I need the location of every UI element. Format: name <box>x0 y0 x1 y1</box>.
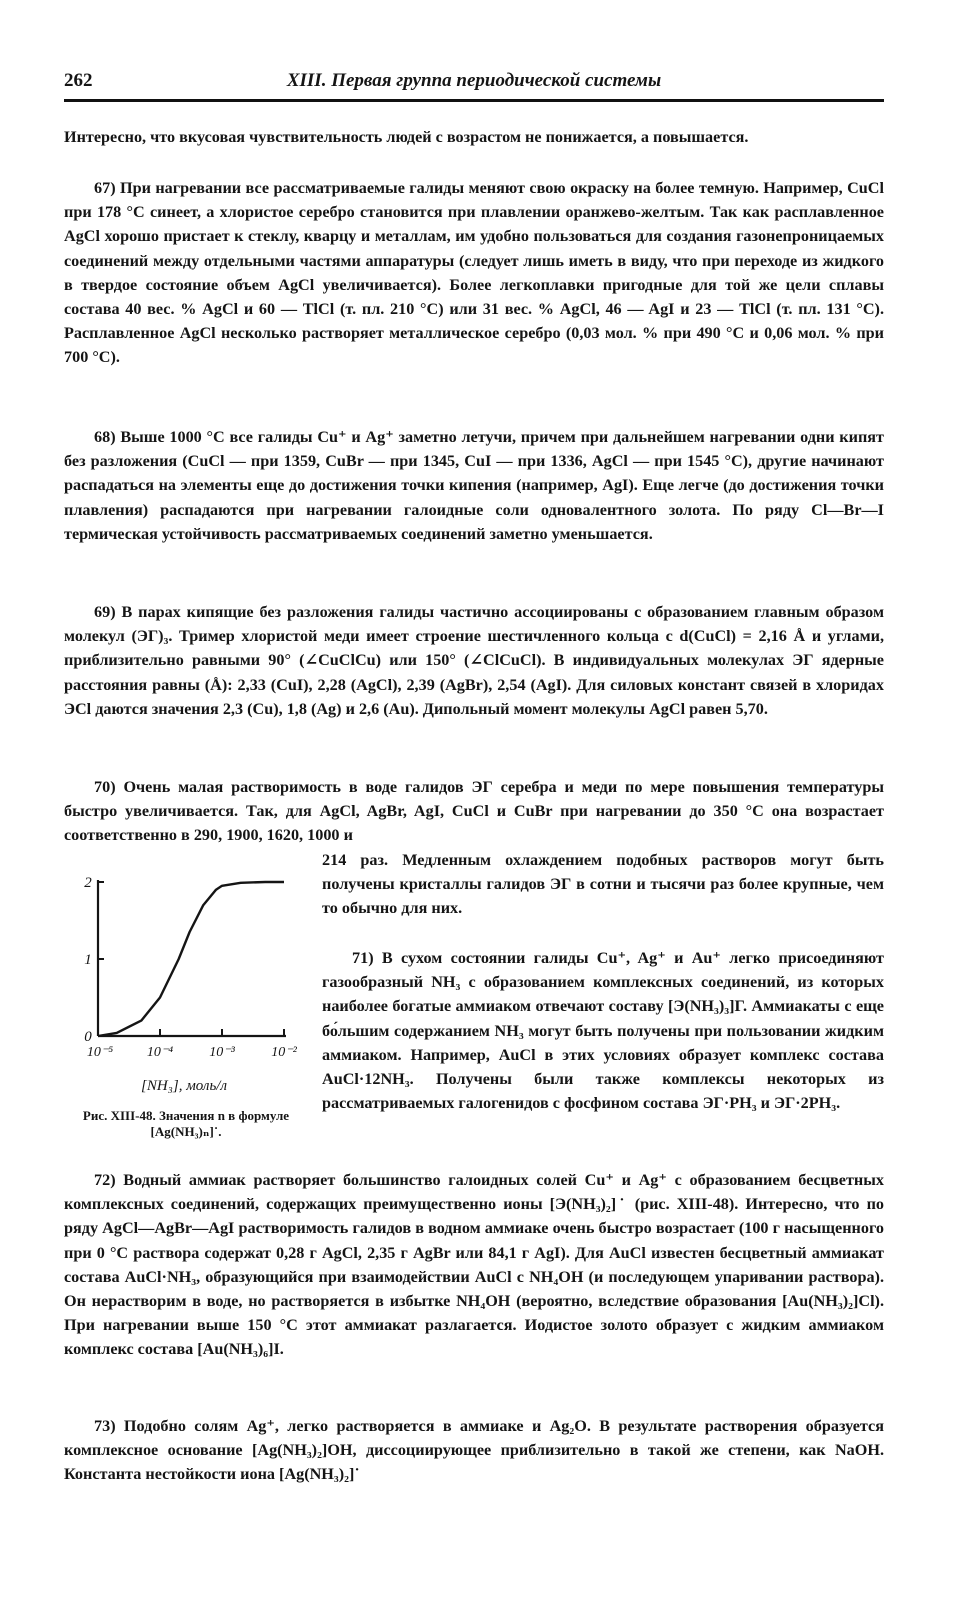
plot-axes <box>98 880 286 1036</box>
x-tick-label: 10⁻² <box>271 1045 297 1060</box>
figure-caption: Рис. XIII-48. Значения n в формуле [Ag(NH₃)ₙ]˙. <box>82 1108 290 1139</box>
y-tick-label: 2 <box>84 875 92 891</box>
x-tick-label: 10⁻⁴ <box>146 1045 174 1060</box>
paragraph-69: 69) В парах кипящие без разложения галиды частично ассоциированы с образованием главным образом молекул (ЭГ)₃. Тример хлористой меди имеет строение шестичленного кольца с d(CuCl) = 2,16 Å и углами, приблизительно равными 90° (∠CuClCu) или 150° (∠ClCuCl). В индивидуальных молекулах ЭГ ядерные расстояния равны (Å): 2,33 (CuI), 2,28 (AgCl), 2,39 (AgBr), 2,54 (AgI). Для силовых констант связей в хлоридах ЭCl даются значения 2,3 (Cu), 1,8 (Ag) и 2,6 (Au). Дипольный момент молекулы AgCl равен 5,70. <box>64 603 884 718</box>
paragraph-70-continued: 214 раз. Медленным охлаждением подобных растворов могут быть получены кристаллы галидов ЭГ в сотни и тысячи раз более крупные, чем то обычно для них. <box>322 851 884 918</box>
x-tick-label: 10⁻⁵ <box>86 1045 114 1060</box>
paragraph-70: 70) Очень малая растворимость в воде галидов ЭГ серебра и меди по мере повышения температуры быстро увеличивается. Так, для AgCl, AgBr, AgI, CuCl и CuBr при нагревании до 350 °С она возрастает соответственно в 290, 1900, 1620, 1000 и <box>64 778 884 845</box>
page-number: 262 <box>64 70 93 91</box>
plot-curve-layer <box>98 882 284 1036</box>
paragraph-72: 72) Водный аммиак растворяет большинство галоидных солей Cu⁺ и Ag⁺ с образованием бесцветных комплексных соединений, содержащих преимущественно ионы [Э(NH₃)₂]˙ (рис. XIII-48). Интересно, что по ряду AgCl—AgBr—AgI растворимость галидов в водном аммиаке очень быстро возрастает (100 г насыщенного при 0 °С раствора содержат 0,28 г AgCl, 2,35 г AgBr или 84,1 г AgI). Для AuCl известен бесцветный аммиакат состава AuCl·NH₃, образующийся при взаимодействии AuCl с NH₄OH (и последующем упаривании раствора). Он нерастворим в воде, но растворяется в избытке NH₄OH (вероятно, вследствие образования [Au(NH₃)₂]Cl). При нагревании выше 150 °С этот аммиакат разлагается. Иодистое золото образует с жидким аммиаком комплекс состава [Au(NH₃)₆]I. <box>64 1171 884 1359</box>
plot-ticks <box>98 882 284 1036</box>
paragraph-intro: Интересно, что вкусовая чувствительность людей с возрастом не понижается, а повышается. <box>64 128 749 146</box>
x-tick-labels <box>87 1045 298 1060</box>
y-tick-label: 1 <box>84 952 92 968</box>
running-title: XIII. Первая группа периодической системы <box>286 70 662 91</box>
x-tick-label: 10⁻³ <box>209 1045 235 1060</box>
y-tick-label: 0 <box>84 1029 92 1045</box>
page-header <box>64 60 884 98</box>
paragraph-71: 71) В сухом состоянии галиды Cu⁺, Ag⁺ и Au⁺ легко присоединяют газообразный NH₃ с образованием комплексных соединений, из которых наиболее богатые аммиаком отвечают составу [Э(NH₃)₃]Г. Аммиакаты с еще бо́льшим содержанием NH₃ могут быть получены при пользовании жидким аммиаком. Например, AuCl в этих условиях образует комплекс состава AuCl·12NH₃. Получены были также комплексы некоторых из рассматриваемых галогенидов с фосфином состава ЭГ·PH₃ и ЭГ·2PH₃. <box>322 949 884 1113</box>
paragraph-68: 68) Выше 1000 °С все галиды Cu⁺ и Ag⁺ заметно летучи, причем при дальнейшем нагревании одни кипят без разложения (CuCl — при 1359, CuBr — при 1345, CuI — при 1336, AgCl — при 1545 °С), другие начинают распадаться на элементы еще до достижения точки кипения (например, AgI). Еще легче (до достижения точки плавления) распадаются при нагревании галоидные соли одновалентного золота. По ряду Cl—Br—I термическая устойчивость рассматриваемых соединений заметно уменьшается. <box>64 428 884 543</box>
figure-plot <box>66 868 306 1108</box>
n-value-curve <box>98 882 284 1036</box>
paragraph-73: 73) Подобно солям Ag⁺, легко растворяется в аммиаке и Ag₂O. В результате растворения образуется комплексное основание [Ag(NH₃)₂]OH, диссоциирующее приблизительно в такой же степени, как NaOH. Константа нестойкости иона [Ag(NH₃)₂]˙ <box>64 1417 884 1484</box>
header-rule <box>64 99 884 102</box>
x-axis-label: [NH₃], моль/л <box>140 1078 228 1094</box>
y-tick-labels <box>84 875 92 1045</box>
paragraph-67: 67) При нагревании все рассматриваемые галиды меняют свою окраску на более темную. Например, CuCl при 178 °С синеет, а хлористое серебро становится при плавлении оранжево-желтым. Так как расплавленное AgCl хорошо пристает к стеклу, кварцу и металлам, им удобно пользоваться для создания газонепроницаемых соединений между отдельными частями аппаратуры (следует лишь иметь в виду, что при переходе из жидкого в твердое состояние объем AgCl увеличивается). Более легкоплавки пригодные для той же цели сплавы состава 40 вес. % AgCl и 60 — TlCl (т. пл. 210 °С) или 31 вес. % AgCl, 46 — AgI и 23 — TlCl (т. пл. 131 °С). Расплавленное AgCl несколько растворяет металлическое серебро (0,03 мол. % при 490 °С и 0,06 мол. % при 700 °С). <box>64 179 884 367</box>
